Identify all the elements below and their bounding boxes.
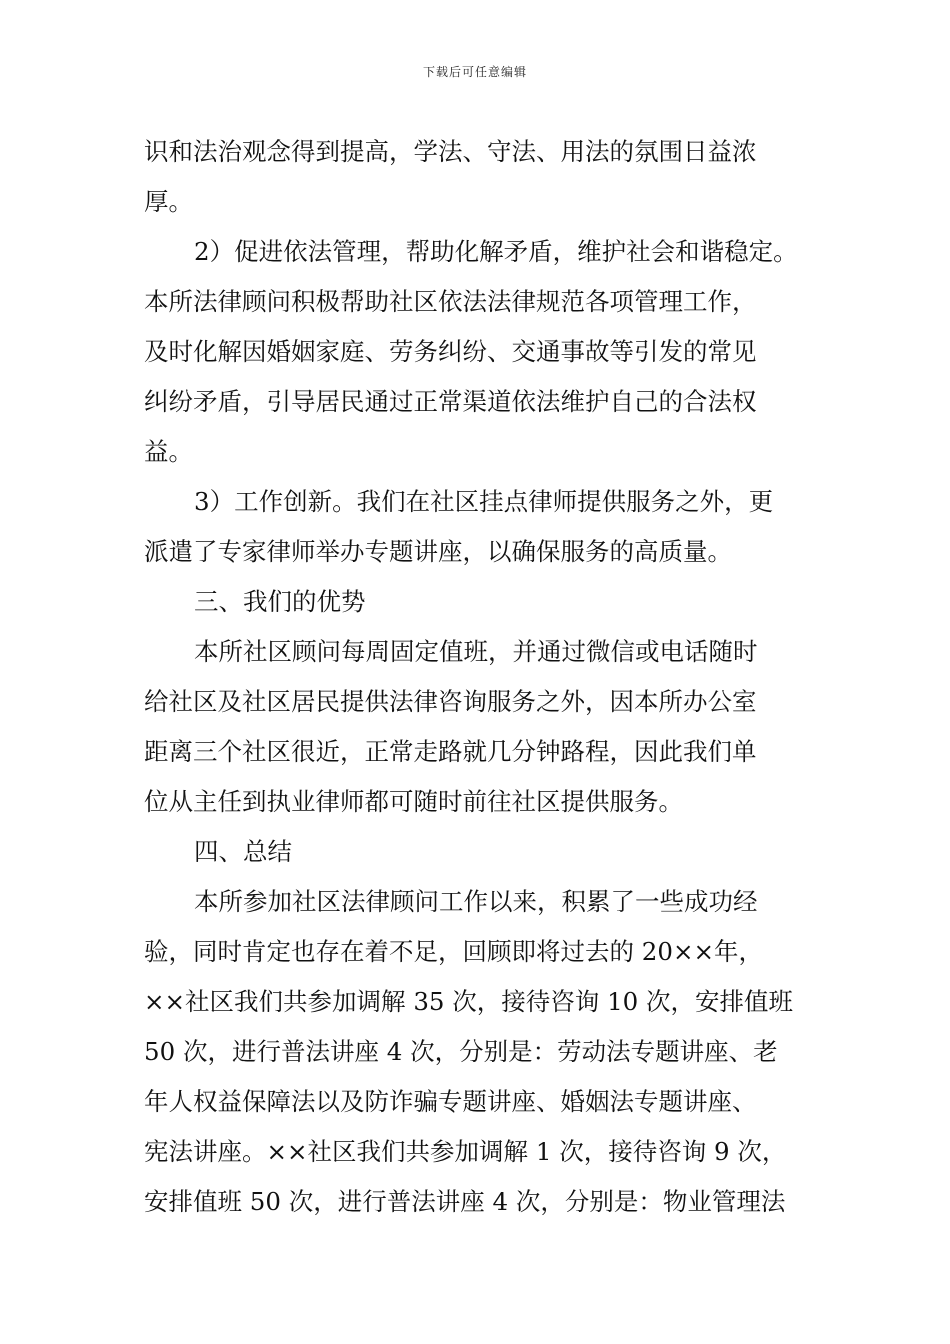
text-line: 本所社区顾问每周固定值班，并通过微信或电话随时: [194, 637, 758, 666]
text-line: 50 次，进行普法讲座 4 次，分别是：劳动法专题讲座、老: [144, 1037, 778, 1066]
text-line: 识和法治观念得到提高，学法、守法、用法的氛围日益浓: [144, 137, 757, 166]
text-line: 年人权益保障法以及防诈骗专题讲座、婚姻法专题讲座、: [144, 1087, 757, 1116]
text-line: 位从主任到执业律师都可随时前往社区提供服务。: [144, 787, 683, 816]
text-line: 本所参加社区法律顾问工作以来，积累了一些成功经: [194, 887, 758, 916]
text-line: 厚。: [144, 187, 193, 216]
section-heading: 四、总结: [194, 837, 292, 866]
page-header: 下载后可任意编辑: [422, 65, 527, 79]
text-line: 益。: [144, 437, 193, 466]
text-line: 2）促进依法管理，帮助化解矛盾，维护社会和谐稳定。: [194, 237, 798, 266]
text-line: 及时化解因婚姻家庭、劳务纠纷、交通事故等引发的常见: [144, 337, 757, 366]
section-heading: 三、我们的优势: [194, 587, 366, 616]
text-line: 派遣了专家律师举办专题讲座，以确保服务的高质量。: [144, 537, 732, 566]
document-body: [144, 127, 814, 1227]
text-line: 安排值班 50 次，进行普法讲座 4 次，分别是：物业管理法: [144, 1187, 786, 1216]
text-line: 3）工作创新。我们在社区挂点律师提供服务之外，更: [194, 487, 774, 516]
text-line: 验，同时肯定也存在着不足，回顾即将过去的 20××年，: [144, 937, 764, 966]
text-line: 纠纷矛盾，引导居民通过正常渠道依法维护自己的合法权: [144, 387, 757, 416]
text-line: ××社区我们共参加调解 35 次，接待咨询 10 次，安排值班: [144, 987, 794, 1016]
text-line: 本所法律顾问积极帮助社区依法法律规范各项管理工作，: [144, 287, 757, 316]
text-line: 距离三个社区很近，正常走路就几分钟路程，因此我们单: [144, 737, 757, 766]
text-line: 宪法讲座。××社区我们共参加调解 1 次，接待咨询 9 次，: [144, 1137, 787, 1166]
text-line: 给社区及社区居民提供法律咨询服务之外，因本所办公室: [144, 687, 757, 716]
